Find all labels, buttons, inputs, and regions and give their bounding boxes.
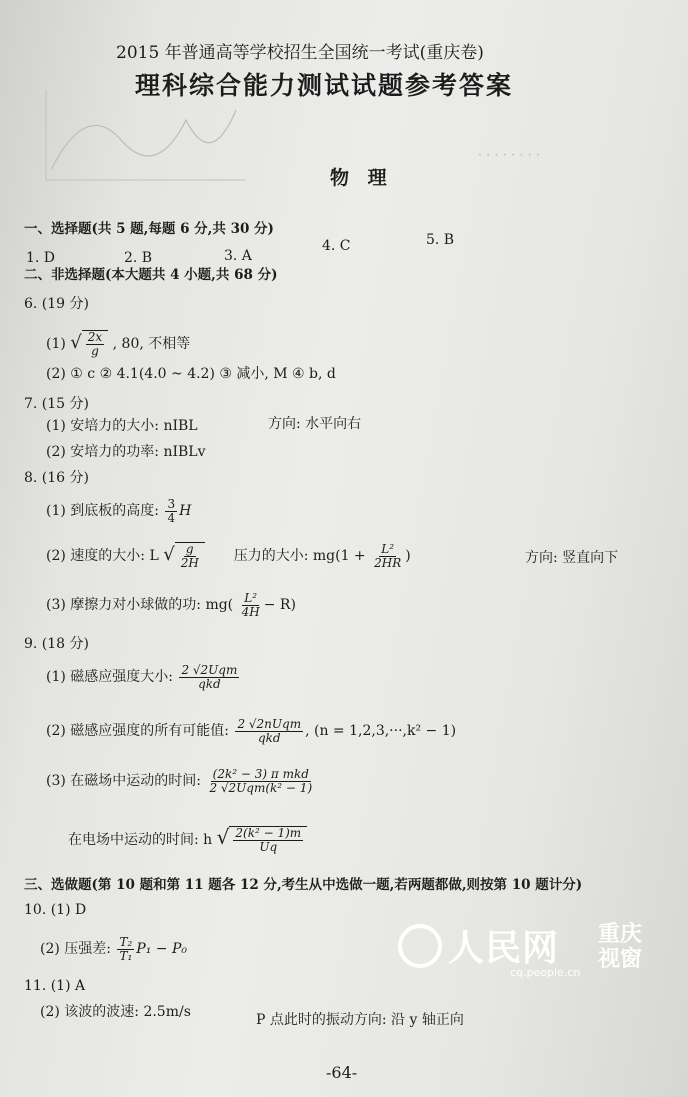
q6-rad-num: 2x [87,330,103,344]
q9-part2-label: (2) 磁感应强度的所有可能值: [46,723,229,740]
q9-part2 [46,718,456,744]
q10-part2-rest: P₁ − P₀ [136,941,187,958]
q8-part2-num: g [185,542,194,556]
q6-rad-den: g [91,343,99,358]
q9-part4-label: 在电场中运动的时间: h [68,832,213,849]
q10-part1: 10. (1) D [24,902,87,918]
q6-part2: (2) ① c ② 4.1(4.0 ~ 4.2) ③ 减小, M ④ b, d [46,366,336,382]
watermark-city: 重庆视窗 [598,922,643,973]
q8-part2-direction: 方向: 竖直向下 [525,550,619,566]
q6-heading: 6. (19 分) [24,296,89,312]
q8-part2: (2) 速度的大小: L √ $\frac{g}{2H}$ 压力的大小: mg(1 + $\frac{\text{L²}}{2HR}$ ) [46,542,411,570]
q9-part2-num: 2 √2nUqm [237,717,302,731]
section-3-title: 三、选做题(第 10 题和第 11 题各 12 分,考生从中选做一题,若两题都做,则按第 10 题计分) [24,877,583,893]
q8-part3-rest: − R) [263,597,296,614]
q9-part2-den: qkd [257,730,281,745]
bleed-through-text: · · · · · · · · [478,148,540,163]
q7-part1-direction: 方向: 水平向右 [268,416,362,432]
q8-part1 [46,498,191,524]
q7-part1: (1) 安培力的大小: nIBL [46,418,198,434]
answer-3: 3. A [224,248,252,264]
answer-5: 5. B [426,232,455,248]
q6-part1-label: (1) [46,336,66,353]
q6-part1-rest: , 80, 不相等 [112,336,191,353]
q7-heading: 7. (15 分) [24,396,89,412]
q8-part2-press-num: L² [381,542,395,556]
q10-part2-den: T₁ [119,948,133,963]
q8-part3-num: L² [244,591,258,605]
answer-1: 1. D [26,250,56,266]
q9-part4: 在电场中运动的时间: h √ $\frac{\text{2(k² − 1)m}}{Uq}$ [68,826,307,853]
q11-part2-direction: P 点此时的振动方向: 沿 y 轴正向 [256,1012,464,1028]
q9-part3-num: (2k² − 3) π mkd [212,767,309,781]
subject-title: 物 理 [330,167,393,189]
page-number: -64- [326,1063,358,1082]
q9-part1-num: 2 √2Uqm [181,663,238,677]
q10-part2 [40,936,187,962]
q10-part2-label: (2) 压强差: [40,941,111,958]
exam-title: 2015 年普通高等学校招生全国统一考试(重庆卷) [116,43,484,63]
q8-part3 [46,592,296,618]
q8-heading: 8. (16 分) [24,470,89,486]
answer-2: 2. B [124,250,153,266]
q8-part2-pressure: 压力的大小: mg(1 + [233,548,366,565]
people-cn-logo-icon [398,924,442,968]
q9-part1-den: qkd [198,676,221,691]
q10-part2-num: T₂ [119,935,133,949]
people-cn-watermark [398,920,678,992]
q8-part1-label: (1) 到底板的高度: [46,503,159,520]
q9-part4-den: Uq [259,839,278,854]
q8-part2-press-den: 2HR [374,555,402,570]
q9-part1 [46,664,241,690]
q6-part1: (1) √ $\frac{2x}{g}$ , 80, 不相等 [46,330,191,358]
q9-part2-condition: , (n = 1,2,3,···,k² − 1) [305,723,457,740]
q9-part4-num: 2(k² − 1)m [235,826,302,840]
q7-part2: (2) 安培力的功率: nIBLv [46,444,206,460]
q8-part2-label: (2) 速度的大小: L [46,548,159,565]
q9-part3-den: 2 √2Uqm(k² − 1) [209,780,313,795]
q11-part1: 11. (1) A [24,978,86,994]
q9-part1-label: (1) 磁感应强度大小: [46,669,173,686]
section-1-title: 一、选择题(共 5 题,每题 6 分,共 30 分) [24,221,274,237]
watermark-brand: 人民网 [448,928,560,969]
answer-4: 4. C [322,238,351,254]
q8-part3-den: 4H [241,604,260,619]
main-title: 理科综合能力测试试题参考答案 [135,71,514,100]
q9-part3 [46,768,316,794]
q8-part3-label: (3) 摩擦力对小球做的功: mg( [46,597,234,614]
q8-part1-den: 4 [167,510,176,525]
q11-part2: (2) 该波的波速: 2.5m/s [40,1004,191,1020]
q8-part1-num: 3 [167,497,176,511]
watermark-url: cq.people.cn [510,966,581,979]
q9-part3-label: (3) 在磁场中运动的时间: [46,773,201,790]
q8-part2-close: ) [405,548,411,565]
section-2-title: 二、非选择题(本大题共 4 小题,共 68 分) [24,267,278,283]
q8-part2-den: 2H [180,555,199,570]
q9-heading: 9. (18 分) [24,636,89,652]
q8-part1-var: H [179,503,192,520]
